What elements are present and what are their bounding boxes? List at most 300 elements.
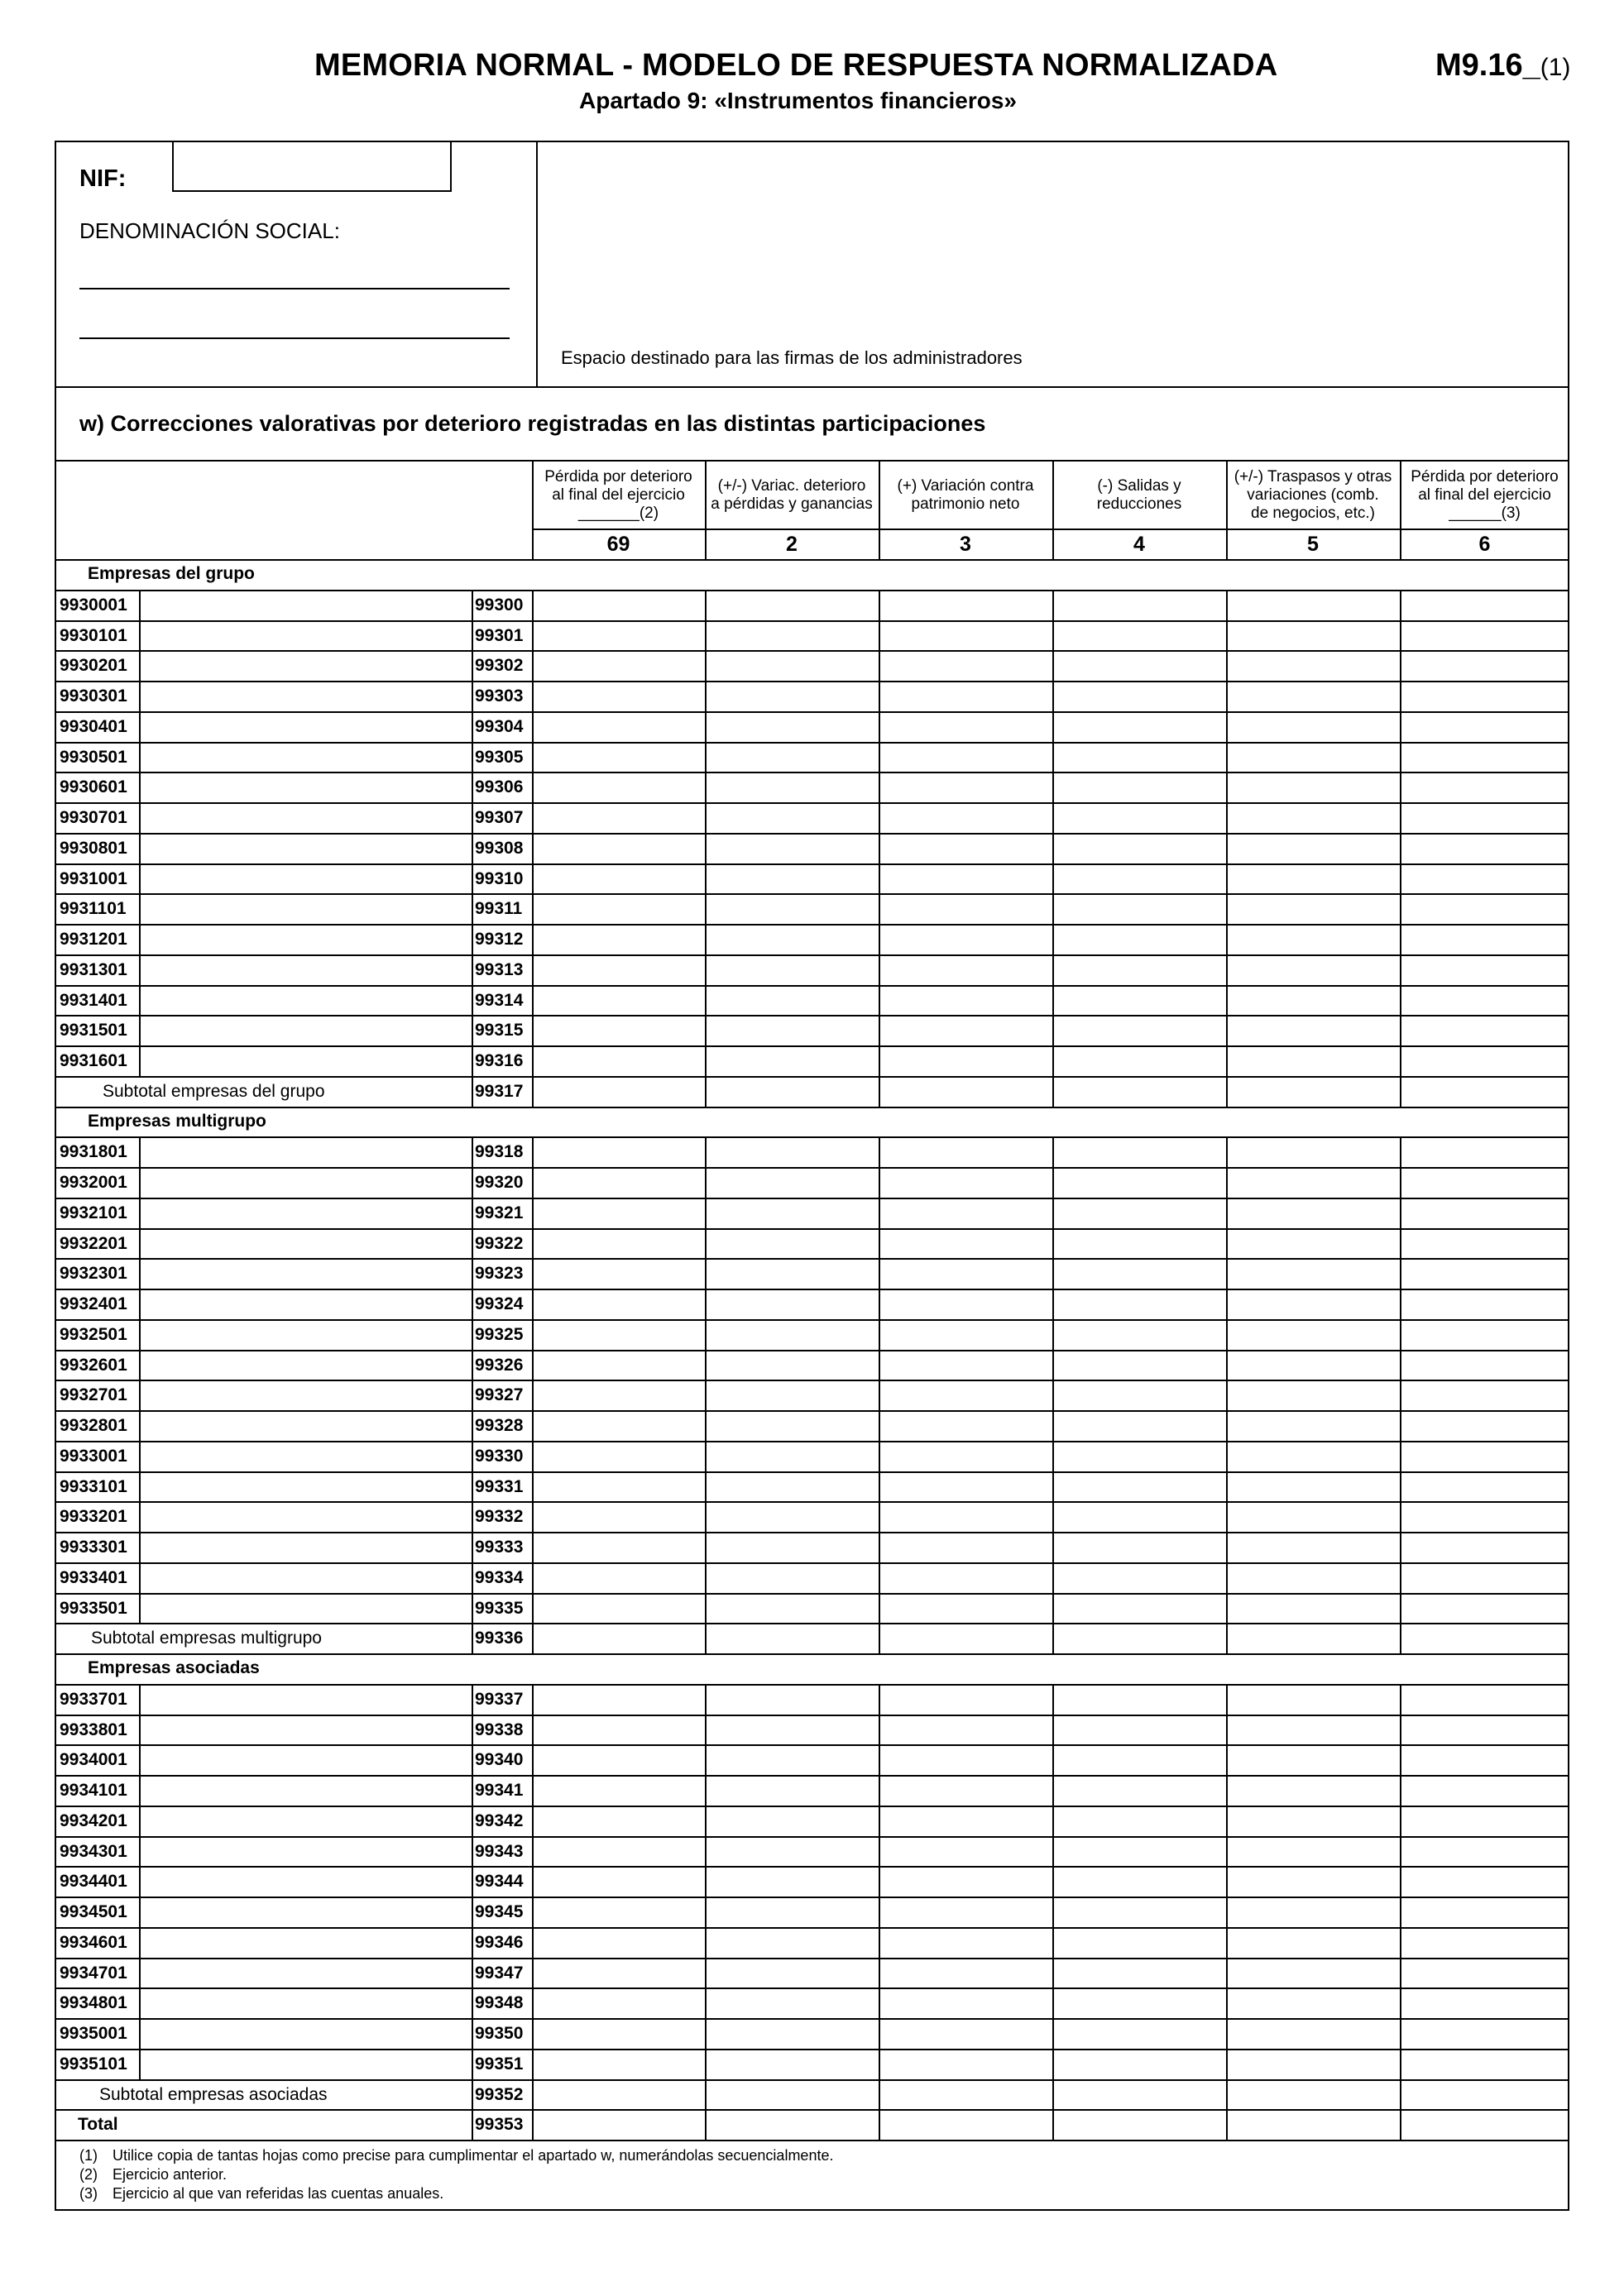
total-value-cell[interactable] [1228,2111,1398,2138]
row-name-input[interactable] [141,1746,470,1773]
value-cell[interactable] [1054,1868,1224,1895]
value-cell[interactable] [534,1473,703,1500]
value-cell[interactable] [707,1442,877,1470]
value-cell[interactable] [707,1959,877,1987]
value-cell[interactable] [1228,1412,1398,1439]
value-cell[interactable] [1054,1260,1224,1287]
row-name-input[interactable] [141,1929,470,1956]
value-cell[interactable] [534,713,703,740]
value-cell[interactable] [880,1473,1051,1500]
value-cell[interactable] [707,1989,877,2016]
row-name-input[interactable] [141,1047,470,1074]
value-cell[interactable] [707,1138,877,1165]
value-cell[interactable] [1401,1838,1568,1865]
value-cell[interactable] [880,1138,1051,1165]
value-cell[interactable] [1401,1898,1568,1925]
value-cell[interactable] [880,744,1051,771]
value-cell[interactable] [1401,1807,1568,1834]
value-cell[interactable] [534,1138,703,1165]
value-cell[interactable] [707,1199,877,1227]
value-cell[interactable] [1054,652,1224,679]
value-cell[interactable] [534,956,703,983]
value-cell[interactable] [1054,1898,1224,1925]
value-cell[interactable] [1054,744,1224,771]
subtotal-value-cell[interactable] [1228,1078,1398,1105]
value-cell[interactable] [1054,987,1224,1014]
value-cell[interactable] [707,652,877,679]
value-cell[interactable] [1401,1047,1568,1074]
value-cell[interactable] [1228,1199,1398,1227]
value-cell[interactable] [1401,865,1568,892]
value-cell[interactable] [707,1169,877,1196]
value-cell[interactable] [707,1351,877,1379]
value-cell[interactable] [534,744,703,771]
row-name-input[interactable] [141,1412,470,1439]
row-name-input[interactable] [141,804,470,831]
value-cell[interactable] [880,1381,1051,1409]
value-cell[interactable] [707,1746,877,1773]
value-cell[interactable] [1401,2020,1568,2047]
value-cell[interactable] [1054,1351,1224,1379]
value-cell[interactable] [1054,682,1224,710]
value-cell[interactable] [1228,1564,1398,1591]
value-cell[interactable] [1054,1564,1224,1591]
denominacion-line-2[interactable] [79,337,510,339]
subtotal-value-cell[interactable] [1054,2081,1224,2108]
value-cell[interactable] [880,1016,1051,1044]
total-value-cell[interactable] [880,2111,1051,2138]
row-name-input[interactable] [141,987,470,1014]
value-cell[interactable] [1228,1169,1398,1196]
value-cell[interactable] [534,1503,703,1530]
value-cell[interactable] [1228,1442,1398,1470]
value-cell[interactable] [1401,1169,1568,1196]
row-name-input[interactable] [141,1260,470,1287]
value-cell[interactable] [880,1838,1051,1865]
value-cell[interactable] [1228,926,1398,953]
value-cell[interactable] [880,1686,1051,1713]
value-cell[interactable] [1228,1381,1398,1409]
value-cell[interactable] [707,956,877,983]
value-cell[interactable] [534,591,703,619]
value-cell[interactable] [880,1442,1051,1470]
row-name-input[interactable] [141,956,470,983]
value-cell[interactable] [1054,2020,1224,2047]
subtotal-value-cell[interactable] [1054,1624,1224,1652]
value-cell[interactable] [1228,1807,1398,1834]
value-cell[interactable] [707,773,877,801]
value-cell[interactable] [707,1929,877,1956]
value-cell[interactable] [1054,865,1224,892]
value-cell[interactable] [1054,1929,1224,1956]
value-cell[interactable] [1401,1442,1568,1470]
value-cell[interactable] [1054,1199,1224,1227]
value-cell[interactable] [707,926,877,953]
value-cell[interactable] [534,1686,703,1713]
value-cell[interactable] [880,2020,1051,2047]
value-cell[interactable] [1401,2050,1568,2078]
value-cell[interactable] [1401,773,1568,801]
value-cell[interactable] [880,1351,1051,1379]
value-cell[interactable] [707,1290,877,1318]
value-cell[interactable] [534,1290,703,1318]
value-cell[interactable] [1228,682,1398,710]
value-cell[interactable] [880,622,1051,649]
value-cell[interactable] [880,713,1051,740]
value-cell[interactable] [1228,1959,1398,1987]
value-cell[interactable] [1054,895,1224,922]
value-cell[interactable] [880,1868,1051,1895]
row-name-input[interactable] [141,1321,470,1348]
nif-input[interactable] [172,141,452,192]
value-cell[interactable] [1228,1686,1398,1713]
value-cell[interactable] [1401,1746,1568,1773]
value-cell[interactable] [1054,1959,1224,1987]
value-cell[interactable] [1054,1138,1224,1165]
row-name-input[interactable] [141,865,470,892]
value-cell[interactable] [880,2050,1051,2078]
value-cell[interactable] [1054,1989,1224,2016]
value-cell[interactable] [534,987,703,1014]
value-cell[interactable] [534,1746,703,1773]
value-cell[interactable] [880,1290,1051,1318]
value-cell[interactable] [1228,591,1398,619]
row-name-input[interactable] [141,1564,470,1591]
value-cell[interactable] [534,895,703,922]
value-cell[interactable] [880,1929,1051,1956]
value-cell[interactable] [880,591,1051,619]
value-cell[interactable] [707,1473,877,1500]
value-cell[interactable] [534,1929,703,1956]
value-cell[interactable] [1054,1533,1224,1561]
value-cell[interactable] [534,2020,703,2047]
value-cell[interactable] [1228,1260,1398,1287]
value-cell[interactable] [880,987,1051,1014]
row-name-input[interactable] [141,744,470,771]
value-cell[interactable] [1401,1564,1568,1591]
value-cell[interactable] [1228,1716,1398,1744]
subtotal-value-cell[interactable] [880,2081,1051,2108]
value-cell[interactable] [1228,1868,1398,1895]
value-cell[interactable] [880,1564,1051,1591]
value-cell[interactable] [880,956,1051,983]
value-cell[interactable] [534,1959,703,1987]
value-cell[interactable] [1228,1138,1398,1165]
value-cell[interactable] [1228,956,1398,983]
value-cell[interactable] [534,804,703,831]
value-cell[interactable] [534,1047,703,1074]
value-cell[interactable] [534,1230,703,1257]
value-cell[interactable] [534,865,703,892]
value-cell[interactable] [707,2020,877,2047]
value-cell[interactable] [1054,1716,1224,1744]
row-name-input[interactable] [141,1503,470,1530]
value-cell[interactable] [1228,744,1398,771]
value-cell[interactable] [1401,926,1568,953]
value-cell[interactable] [1228,1230,1398,1257]
value-cell[interactable] [1401,1868,1568,1895]
value-cell[interactable] [534,622,703,649]
value-cell[interactable] [1228,835,1398,862]
value-cell[interactable] [1401,1351,1568,1379]
value-cell[interactable] [707,1595,877,1622]
value-cell[interactable] [1401,591,1568,619]
value-cell[interactable] [1054,835,1224,862]
value-cell[interactable] [880,865,1051,892]
value-cell[interactable] [1401,1716,1568,1744]
row-name-input[interactable] [141,1595,470,1622]
value-cell[interactable] [1401,1929,1568,1956]
value-cell[interactable] [1054,1230,1224,1257]
value-cell[interactable] [1401,1959,1568,1987]
subtotal-value-cell[interactable] [534,1624,703,1652]
value-cell[interactable] [707,2050,877,2078]
row-name-input[interactable] [141,1381,470,1409]
value-cell[interactable] [1401,652,1568,679]
value-cell[interactable] [534,652,703,679]
row-name-input[interactable] [141,1138,470,1165]
value-cell[interactable] [1401,1260,1568,1287]
row-name-input[interactable] [141,1959,470,1987]
value-cell[interactable] [707,1016,877,1044]
value-cell[interactable] [707,744,877,771]
value-cell[interactable] [1054,1686,1224,1713]
subtotal-value-cell[interactable] [707,2081,877,2108]
subtotal-value-cell[interactable] [1054,1078,1224,1105]
value-cell[interactable] [880,1898,1051,1925]
value-cell[interactable] [1228,1929,1398,1956]
row-name-input[interactable] [141,1898,470,1925]
value-cell[interactable] [534,1898,703,1925]
denominacion-line-1[interactable] [79,288,510,289]
subtotal-value-cell[interactable] [1228,1624,1398,1652]
row-name-input[interactable] [141,1290,470,1318]
value-cell[interactable] [1054,1016,1224,1044]
value-cell[interactable] [1228,1321,1398,1348]
value-cell[interactable] [1228,1898,1398,1925]
value-cell[interactable] [1401,956,1568,983]
value-cell[interactable] [534,1564,703,1591]
value-cell[interactable] [1228,1290,1398,1318]
value-cell[interactable] [707,865,877,892]
total-value-cell[interactable] [1401,2111,1568,2138]
value-cell[interactable] [880,835,1051,862]
value-cell[interactable] [1228,652,1398,679]
value-cell[interactable] [1054,773,1224,801]
value-cell[interactable] [880,1595,1051,1622]
value-cell[interactable] [534,1807,703,1834]
value-cell[interactable] [534,773,703,801]
row-name-input[interactable] [141,1868,470,1895]
value-cell[interactable] [1401,804,1568,831]
value-cell[interactable] [1401,1290,1568,1318]
value-cell[interactable] [880,1533,1051,1561]
value-cell[interactable] [1054,1047,1224,1074]
value-cell[interactable] [880,1807,1051,1834]
total-value-cell[interactable] [534,2111,703,2138]
total-value-cell[interactable] [707,2111,877,2138]
value-cell[interactable] [1401,1016,1568,1044]
row-name-input[interactable] [141,1199,470,1227]
value-cell[interactable] [1401,1381,1568,1409]
value-cell[interactable] [1054,804,1224,831]
subtotal-value-cell[interactable] [534,1078,703,1105]
row-name-input[interactable] [141,2050,470,2078]
subtotal-value-cell[interactable] [707,1078,877,1105]
row-name-input[interactable] [141,1230,470,1257]
total-value-cell[interactable] [1054,2111,1224,2138]
value-cell[interactable] [880,773,1051,801]
value-cell[interactable] [534,1777,703,1804]
value-cell[interactable] [534,1351,703,1379]
value-cell[interactable] [1054,1321,1224,1348]
value-cell[interactable] [707,835,877,862]
value-cell[interactable] [1401,713,1568,740]
value-cell[interactable] [707,591,877,619]
row-name-input[interactable] [141,773,470,801]
value-cell[interactable] [707,1868,877,1895]
value-cell[interactable] [707,1838,877,1865]
value-cell[interactable] [1228,895,1398,922]
value-cell[interactable] [707,1564,877,1591]
value-cell[interactable] [1401,1686,1568,1713]
row-name-input[interactable] [141,652,470,679]
value-cell[interactable] [534,835,703,862]
value-cell[interactable] [1228,713,1398,740]
value-cell[interactable] [880,1959,1051,1987]
subtotal-value-cell[interactable] [880,1624,1051,1652]
value-cell[interactable] [1054,1169,1224,1196]
value-cell[interactable] [1228,1746,1398,1773]
value-cell[interactable] [880,1503,1051,1530]
value-cell[interactable] [1054,956,1224,983]
value-cell[interactable] [707,1533,877,1561]
row-name-input[interactable] [141,1473,470,1500]
value-cell[interactable] [880,1199,1051,1227]
row-name-input[interactable] [141,895,470,922]
value-cell[interactable] [707,1503,877,1530]
value-cell[interactable] [880,682,1051,710]
value-cell[interactable] [1228,987,1398,1014]
value-cell[interactable] [1401,1230,1568,1257]
value-cell[interactable] [1401,1533,1568,1561]
value-cell[interactable] [1401,835,1568,862]
value-cell[interactable] [1401,895,1568,922]
value-cell[interactable] [1054,1442,1224,1470]
value-cell[interactable] [534,1868,703,1895]
value-cell[interactable] [1228,865,1398,892]
value-cell[interactable] [1054,2050,1224,2078]
row-name-input[interactable] [141,591,470,619]
value-cell[interactable] [1228,622,1398,649]
value-cell[interactable] [1054,1381,1224,1409]
value-cell[interactable] [707,1230,877,1257]
value-cell[interactable] [1228,1473,1398,1500]
value-cell[interactable] [534,1442,703,1470]
value-cell[interactable] [880,1321,1051,1348]
value-cell[interactable] [1054,1777,1224,1804]
value-cell[interactable] [1054,1290,1224,1318]
row-name-input[interactable] [141,713,470,740]
value-cell[interactable] [880,1047,1051,1074]
value-cell[interactable] [1228,1351,1398,1379]
value-cell[interactable] [534,1716,703,1744]
value-cell[interactable] [1228,1838,1398,1865]
subtotal-value-cell[interactable] [1401,2081,1568,2108]
value-cell[interactable] [1228,773,1398,801]
value-cell[interactable] [1054,1746,1224,1773]
value-cell[interactable] [707,1047,877,1074]
value-cell[interactable] [1401,1199,1568,1227]
subtotal-value-cell[interactable] [707,1624,877,1652]
value-cell[interactable] [534,1838,703,1865]
value-cell[interactable] [880,926,1051,953]
value-cell[interactable] [707,1260,877,1287]
value-cell[interactable] [1401,1138,1568,1165]
value-cell[interactable] [534,926,703,953]
row-name-input[interactable] [141,1169,470,1196]
row-name-input[interactable] [141,682,470,710]
row-name-input[interactable] [141,1807,470,1834]
value-cell[interactable] [1228,2020,1398,2047]
subtotal-value-cell[interactable] [534,2081,703,2108]
value-cell[interactable] [880,1230,1051,1257]
value-cell[interactable] [534,1016,703,1044]
value-cell[interactable] [1401,1412,1568,1439]
value-cell[interactable] [534,1595,703,1622]
value-cell[interactable] [880,1412,1051,1439]
value-cell[interactable] [1401,987,1568,1014]
value-cell[interactable] [1054,622,1224,649]
value-cell[interactable] [707,622,877,649]
value-cell[interactable] [534,1321,703,1348]
value-cell[interactable] [1054,1473,1224,1500]
row-name-input[interactable] [141,1686,470,1713]
value-cell[interactable] [880,1989,1051,2016]
row-name-input[interactable] [141,835,470,862]
value-cell[interactable] [880,1169,1051,1196]
row-name-input[interactable] [141,1533,470,1561]
value-cell[interactable] [534,1381,703,1409]
row-name-input[interactable] [141,1442,470,1470]
value-cell[interactable] [534,682,703,710]
value-cell[interactable] [1401,1595,1568,1622]
value-cell[interactable] [880,1777,1051,1804]
value-cell[interactable] [880,652,1051,679]
value-cell[interactable] [534,1260,703,1287]
value-cell[interactable] [880,895,1051,922]
value-cell[interactable] [1401,1989,1568,2016]
value-cell[interactable] [1401,622,1568,649]
value-cell[interactable] [1054,591,1224,619]
value-cell[interactable] [880,1260,1051,1287]
value-cell[interactable] [1228,1533,1398,1561]
value-cell[interactable] [1228,1016,1398,1044]
subtotal-value-cell[interactable] [1401,1078,1568,1105]
value-cell[interactable] [1401,1321,1568,1348]
row-name-input[interactable] [141,1716,470,1744]
value-cell[interactable] [534,1533,703,1561]
subtotal-value-cell[interactable] [880,1078,1051,1105]
value-cell[interactable] [1228,1595,1398,1622]
value-cell[interactable] [1401,1503,1568,1530]
value-cell[interactable] [707,804,877,831]
value-cell[interactable] [1401,1473,1568,1500]
value-cell[interactable] [1228,1989,1398,2016]
row-name-input[interactable] [141,1838,470,1865]
value-cell[interactable] [534,2050,703,2078]
value-cell[interactable] [707,1412,877,1439]
